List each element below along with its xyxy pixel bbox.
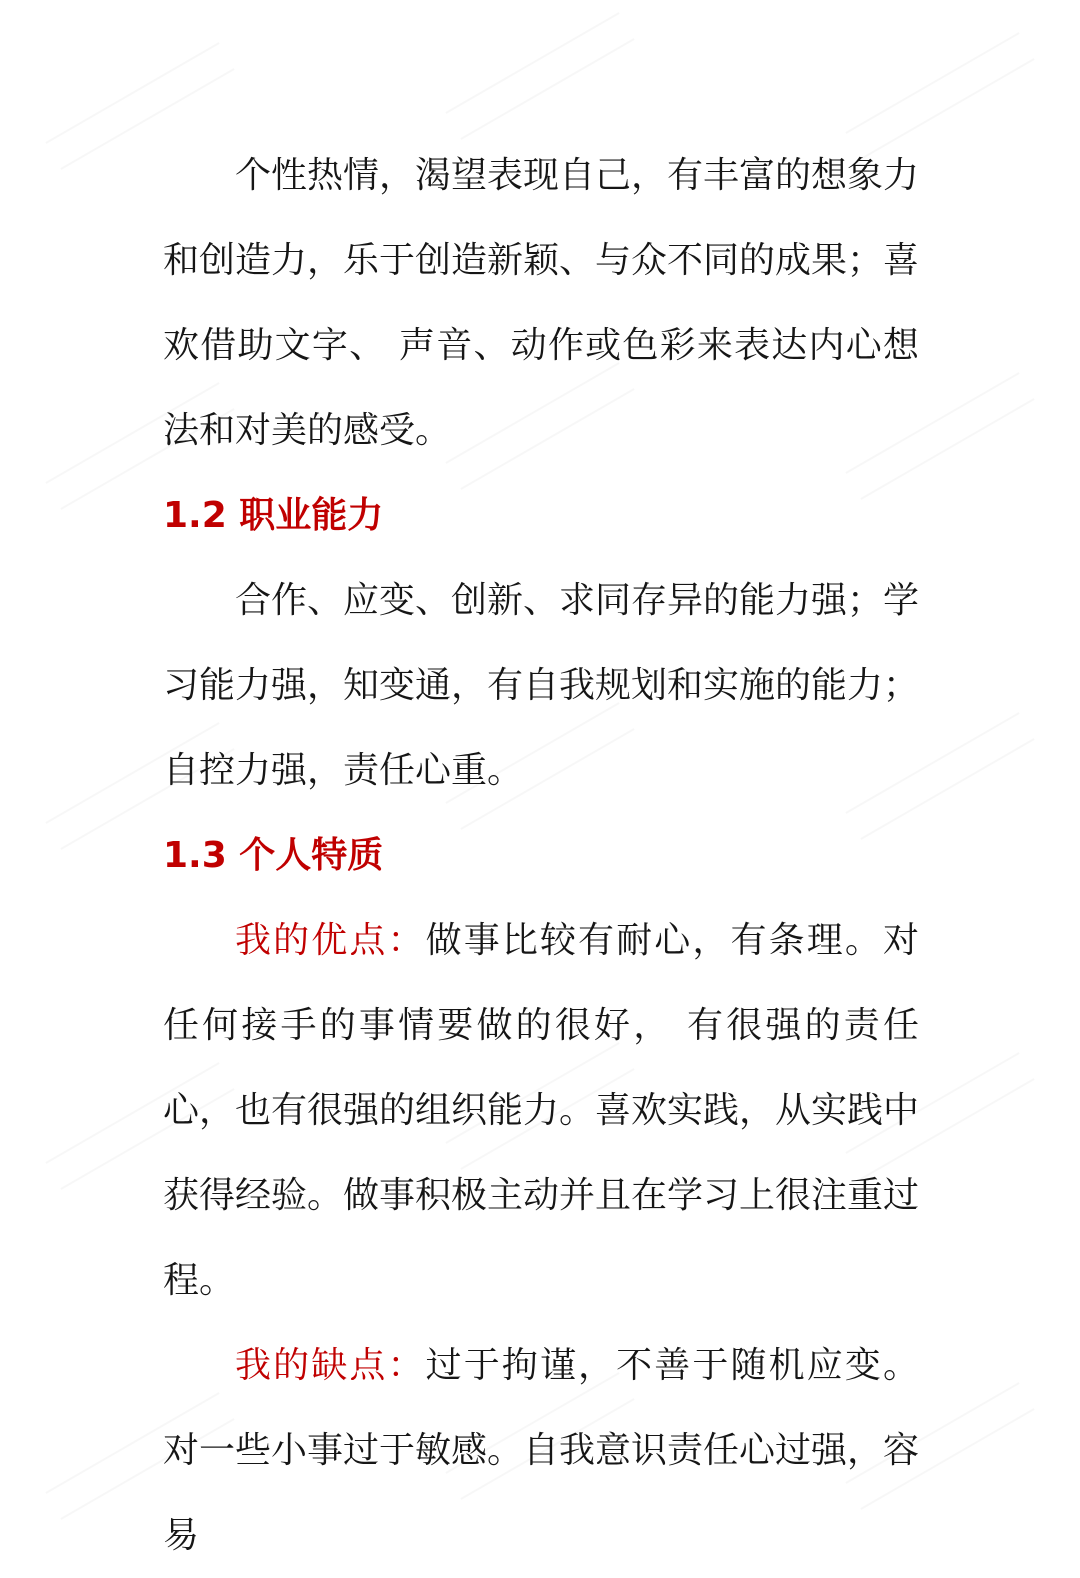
strengths-text: 做事比较有耐心，有条理。对任何接手的事情要做的很好， 有很强的责任心，也有很强的组织能力。喜欢实践，从实践中获得经验。做事积极主动并且在学习上很注重过程。 <box>163 920 920 1301</box>
weaknesses-label: 我的缺点： <box>235 1345 426 1386</box>
section-heading-personal-traits: 1.3 个人特质 <box>163 835 384 876</box>
weaknesses-paragraph <box>163 1323 919 1578</box>
strengths-paragraph <box>163 898 919 1323</box>
section-heading-career-ability: 1.2 职业能力 <box>163 495 384 536</box>
career-ability-paragraph: 合作、应变、创新、求同存异的能力强；学习能力强，知变通，有自我规划和实施的能力；自控力强，责任心重。 <box>163 580 920 791</box>
document-page <box>163 133 919 1578</box>
weaknesses-text: 过于拘谨，不善于随机应变。对一些小事过于敏感。自我意识责任心过强，容易 <box>163 1345 920 1556</box>
strengths-label: 我的优点： <box>235 920 426 961</box>
interest-paragraph: 个性热情，渴望表现自己，有丰富的想象力和创造力，乐于创造新颖、与众不同的成果；喜欢借助文字、 声音、动作或色彩来表达内心想法和对美的感受。 <box>163 155 920 451</box>
